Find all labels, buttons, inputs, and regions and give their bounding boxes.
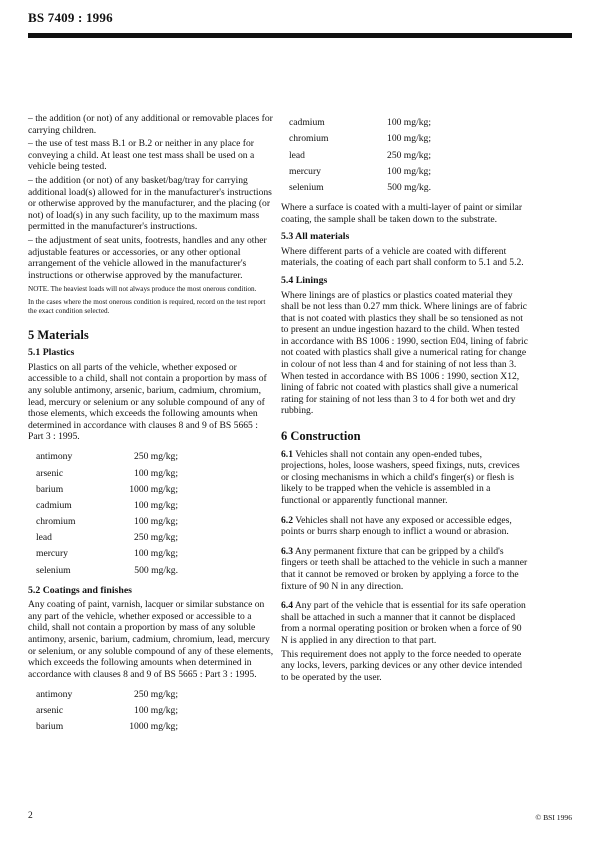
element-name: mercury (36, 548, 68, 560)
element-name: arsenic (36, 704, 64, 716)
clause-6-3 (281, 546, 529, 592)
right-column (281, 117, 529, 685)
element-limit: 500 mg/kg. (134, 564, 178, 576)
section-5-heading: 5 Materials (28, 327, 89, 342)
element-limit: 100 mg/kg; (387, 165, 431, 177)
header-rule (28, 33, 572, 38)
table-row (289, 131, 431, 147)
element-limit: 1000 mg/kg; (129, 720, 178, 732)
element-limit: 100 mg/kg; (134, 467, 178, 479)
table-row (36, 514, 178, 530)
section-6-heading: 6 Construction (281, 429, 361, 444)
clause-number: 6.3 (281, 545, 293, 557)
element-name: antimony (36, 688, 73, 700)
element-name: chromium (289, 133, 329, 145)
table-row (36, 498, 178, 514)
clause-6-1 (281, 449, 529, 507)
clause-text: Any part of the vehicle that is essential for its safe operation shall be attached in such a manner that it cannot be displaced from a normal operating position or broken when a force of 90 N is applied in any direction to that part. (281, 600, 526, 646)
clause-text: Vehicles shall not have any exposed or accessible edges, points or burrs sharp enough to inflict a wound or abrasion. (281, 514, 512, 538)
section-5-4-heading: 5.4 Linings (281, 274, 328, 286)
clause-6-2 (281, 515, 529, 538)
table-row (289, 147, 431, 163)
copyright-text: © BSI 1996 (535, 813, 572, 822)
section-5-2-heading: 5.2 Coatings and finishes (28, 584, 132, 596)
multilayer-text: Where a surface is coated with a multi-layer of paint or similar coating, the sample shall be taken down to the substrate. (281, 201, 523, 225)
element-name: selenium (289, 182, 324, 194)
element-name: lead (289, 149, 305, 161)
element-limit: 1000 mg/kg; (129, 483, 178, 495)
element-name: arsenic (36, 467, 64, 479)
condition-item: – the adjustment of seat units, footrests, handles and any other adjustable features or accessories, or any other optional arrangement of the vehicle allowed in the manufacturer's instructions or otherwise approved by the manufacturer. (28, 234, 267, 281)
table-row (36, 719, 178, 735)
plastics-limits-table (36, 449, 178, 579)
element-name: cadmium (289, 117, 325, 129)
page-number: 2 (28, 811, 33, 821)
element-limit: 100 mg/kg; (134, 516, 178, 528)
cases-text: In the cases where the most onerous condition is required, record on the test report the exact condition selected. (28, 298, 266, 315)
table-row (289, 180, 431, 196)
clause-text: Vehicles shall not contain any open-ended tubes, projections, holes, loose washers, speed fixings, nuts, crevices or closing mechanisms in which a child's finger(s) or flesh is likely to be trapped when the vehicle is assembled in a functional or apparently functional manner. (281, 448, 520, 506)
coatings-limits-table-part2 (289, 115, 431, 196)
element-name: barium (36, 720, 64, 732)
table-row (289, 164, 431, 180)
element-limit: 100 mg/kg; (134, 704, 178, 716)
element-limit: 250 mg/kg; (134, 451, 178, 463)
element-name: cadmium (36, 499, 72, 511)
table-row (36, 546, 178, 562)
element-limit: 100 mg/kg; (387, 133, 431, 145)
element-limit: 250 mg/kg; (134, 688, 178, 700)
clause-number: 6.2 (281, 514, 293, 526)
section-5-3-heading: 5.3 All materials (281, 231, 350, 243)
note-text: NOTE. The heaviest loads will not always produce the most onerous condition. (28, 285, 257, 294)
element-name: barium (36, 483, 64, 495)
section-5-2-text: Any coating of paint, varnish, lacquer or similar substance on any part of the vehicle, whether exposed or accessible to a child, shall not contain a proportion by mass of any soluble antimony, arsenic, barium, cadmium, chromium, lead, mercury or selenium, or any soluble compound of any of these elements, which exceeds the following amounts when determined in accordance with clauses 8 and 9 of BS 5665 : Part 3 : 1995. (28, 599, 274, 680)
section-5-4-text: Where linings are of plastics or plastics coated material they shall be not less than 0.27 mm thick. Where linings are of fabric that is not coated with plastics they shall be so tensioned as not to present an undue ingestion hazard to the child. When tested in accordance with BS 1006 : 1990, section E04, lining of fabric not coated with plastics shall give a numerical rating for change in colour of not less than 4 and for staining of not less than 3. When tested in accordance with BS 1006 : 1990, section X12, lining of fabric not coated with plastics shall give a numerical rating for staining of not less than 3 to 4 for both wet and dry rubbing. (281, 289, 528, 417)
table-row (36, 481, 178, 497)
section-5-1-heading: 5.1 Plastics (28, 347, 75, 359)
clause-number: 6.4 (281, 600, 293, 612)
table-row (36, 465, 178, 481)
coatings-limits-table-part1 (36, 686, 178, 735)
document-header-title: BS 7409 : 1996 (28, 10, 113, 25)
table-row (289, 115, 431, 131)
element-limit: 500 mg/kg. (387, 182, 431, 194)
clause-6-4 (281, 600, 529, 646)
condition-item: – the addition (or not) of any basket/bag/tray for carrying additional load(s) allowed for in the manufacturer's instructions or otherwise approved by the manufacturer, and the placing (or not) of load(s) in any such facility, up to the maximum mass permitted in the manufacturer's instructions. (28, 174, 272, 233)
element-limit: 250 mg/kg; (387, 149, 431, 161)
element-name: chromium (36, 516, 76, 528)
clause-6-4-extra: This requirement does not apply to the force needed to operate any locks, levers, parking devices or any other device intended to be operated by the user. (281, 648, 523, 683)
element-name: antimony (36, 451, 73, 463)
element-limit: 100 mg/kg; (387, 117, 431, 129)
clause-number: 6.1 (281, 448, 293, 460)
table-row (36, 562, 178, 578)
clause-text: Any permanent fixture that can be gripped by a child's fingers or teeth shall be attached to the vehicle in such a manner that it cannot be removed or broken by applying a force to the fixture of 90 N in any direction. (281, 545, 528, 592)
element-limit: 100 mg/kg; (134, 499, 178, 511)
condition-item: – the addition (or not) of any additional or removable places for carrying children. (28, 113, 273, 136)
section-5-3-text: Where different parts of a vehicle are coated with different materials, the coating of each part shall conform to 5.1 and 5.2. (281, 245, 524, 269)
table-row (36, 686, 178, 702)
section-5-1-text: Plastics on all parts of the vehicle, whether exposed or accessible to a child, shall not contain a proportion by mass of any soluble antimony, arsenic, barium, cadmium, chromium, lead, mercury or selenium or any soluble compound of any of those elements, which exceeds the following amounts when determined in accordance with clauses 8 and 9 of BS 5665 : Part 3 : 1995. (28, 361, 267, 443)
element-name: lead (36, 532, 52, 544)
element-limit: 250 mg/kg; (134, 532, 178, 544)
table-row (36, 530, 178, 546)
element-limit: 100 mg/kg; (134, 548, 178, 560)
condition-item: – the use of test mass B.1 or B.2 or neither in any place for conveying a child. At least one test mass shall be used on a vehicle being tested. (28, 138, 255, 173)
table-row (36, 449, 178, 465)
left-column (28, 113, 274, 741)
element-name: mercury (289, 165, 321, 177)
element-name: selenium (36, 564, 71, 576)
table-row (36, 702, 178, 718)
